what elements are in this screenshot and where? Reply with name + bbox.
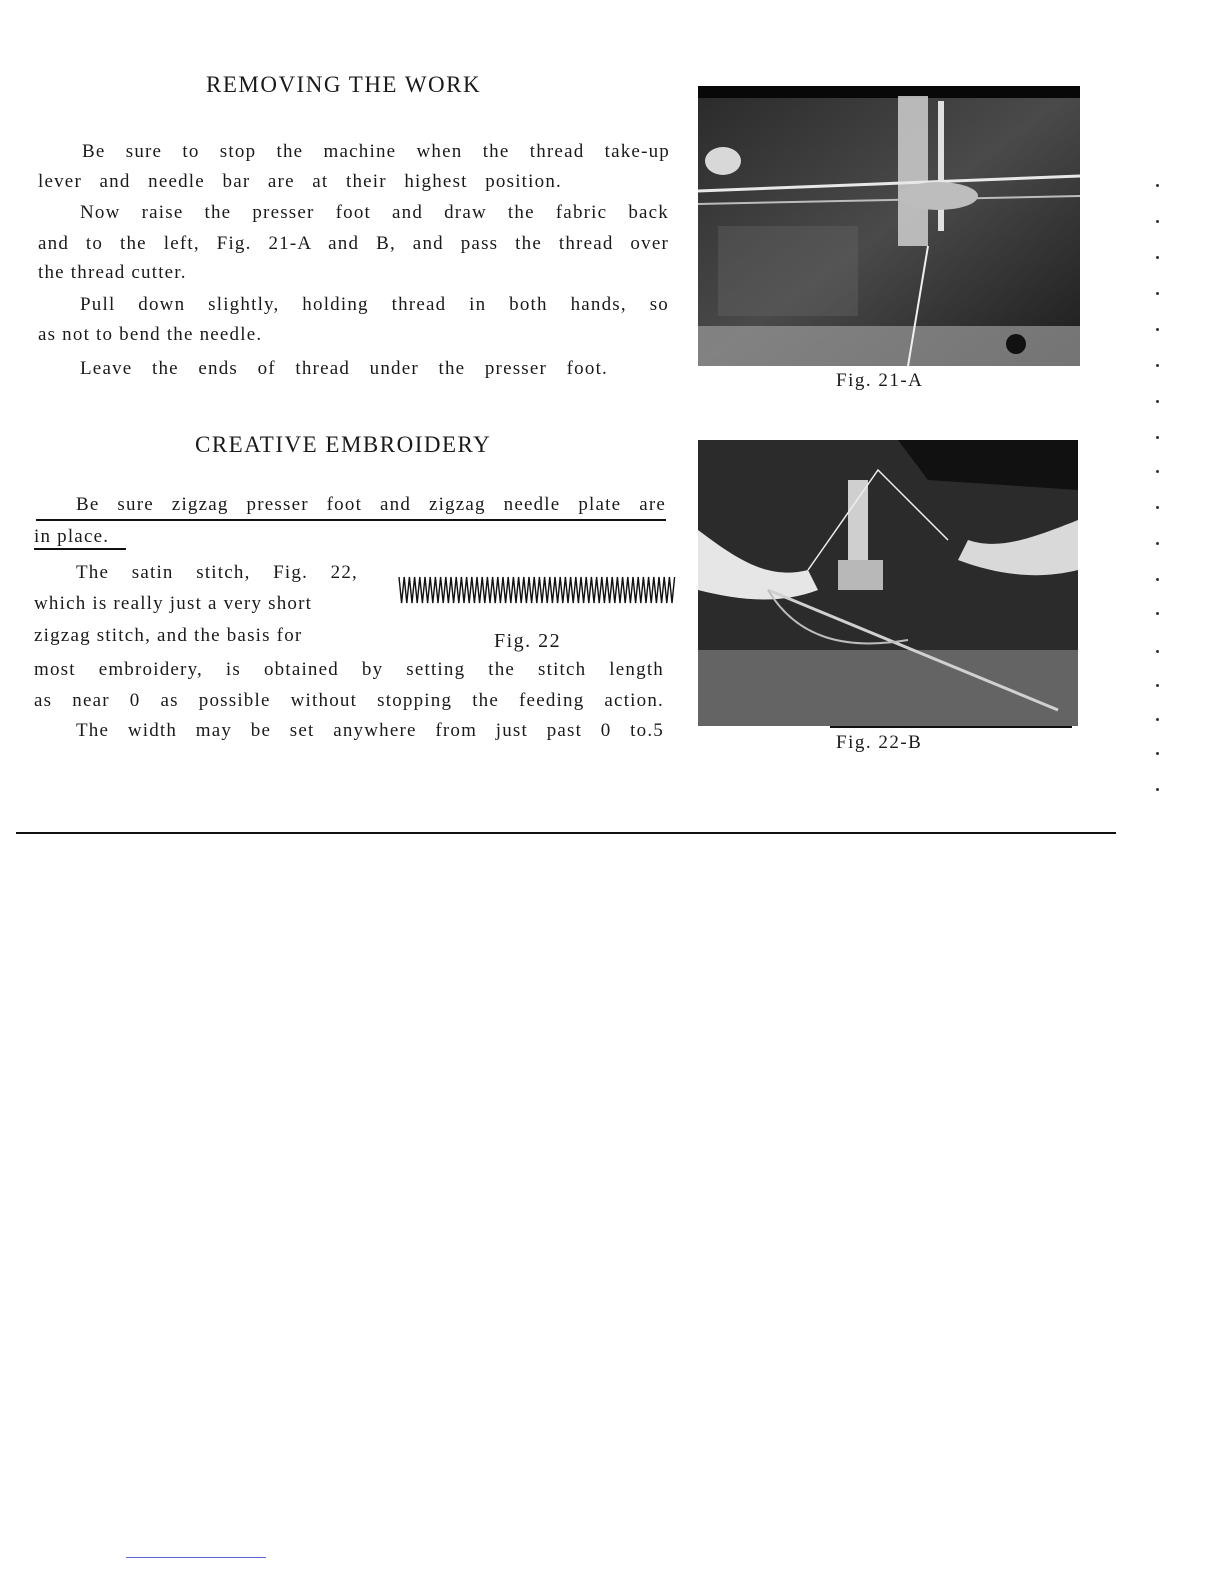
fig-22-caption: Fig. 22 (494, 630, 562, 652)
fig-22b-caption: Fig. 22-B (836, 732, 923, 753)
paragraph-line: The width may be set anywhere from just past 0 to.5 (76, 720, 664, 741)
paragraph-line: as not to bend the needle. (38, 324, 263, 345)
paragraph-line: which is really just a very short (34, 593, 313, 614)
fig-21a-caption: Fig. 21-A (836, 370, 924, 391)
paragraph-line: Now raise the presser foot and draw the fabric back (80, 202, 669, 223)
margin-mark (1156, 292, 1159, 295)
note-line: in place. (34, 526, 110, 547)
paragraph-line: Pull down slightly, holding thread in both hands, so (80, 294, 669, 315)
paragraph-line: zigzag stitch, and the basis for (34, 625, 303, 646)
sewing-machine-foot-illustration (698, 86, 1080, 366)
paragraph-line: Leave the ends of thread under the presser foot. (80, 358, 608, 379)
satin-stitch-zigzag-illustration (397, 574, 677, 606)
fig-22b-underline (830, 726, 1072, 728)
page-bottom-rule (16, 832, 1116, 834)
paragraph-line: The satin stitch, Fig. 22, (76, 562, 358, 583)
section-heading-removing-work: REMOVING THE WORK (206, 72, 482, 97)
margin-mark (1156, 578, 1159, 581)
paragraph-line: lever and needle bar are at their highest position. (38, 171, 562, 192)
paragraph-line: as near 0 as possible without stopping the feeding action. (34, 690, 664, 711)
note-line: Be sure zigzag presser foot and zigzag needle plate are (76, 494, 666, 515)
paragraph-line: and to the left, Fig. 21-A and B, and pass the thread over (38, 233, 669, 254)
margin-mark (1156, 542, 1159, 545)
margin-mark (1156, 328, 1159, 331)
margin-mark (1156, 220, 1159, 223)
margin-mark (1156, 788, 1159, 791)
margin-mark (1156, 752, 1159, 755)
fig-22b-photo (698, 440, 1078, 726)
margin-mark (1156, 184, 1159, 187)
note-underline (36, 519, 666, 521)
margin-mark (1156, 718, 1159, 721)
margin-mark (1156, 650, 1159, 653)
margin-mark (1156, 684, 1159, 687)
margin-mark (1156, 400, 1159, 403)
fig-21a-photo (698, 86, 1080, 366)
note-underline (34, 548, 126, 550)
margin-mark (1156, 364, 1159, 367)
margin-mark (1156, 506, 1159, 509)
margin-mark (1156, 470, 1159, 473)
paragraph-line: most embroidery, is obtained by setting the stitch length (34, 659, 664, 680)
margin-mark (1156, 256, 1159, 259)
margin-mark (1156, 612, 1159, 615)
paragraph-line: Be sure to stop the machine when the thread take-up (82, 141, 670, 162)
hands-holding-thread-illustration (698, 440, 1078, 726)
section-heading-creative-embroidery: CREATIVE EMBROIDERY (195, 432, 492, 457)
paragraph-line: the thread cutter. (38, 262, 187, 283)
margin-mark (1156, 436, 1159, 439)
scan-artifact-line (126, 1557, 266, 1558)
